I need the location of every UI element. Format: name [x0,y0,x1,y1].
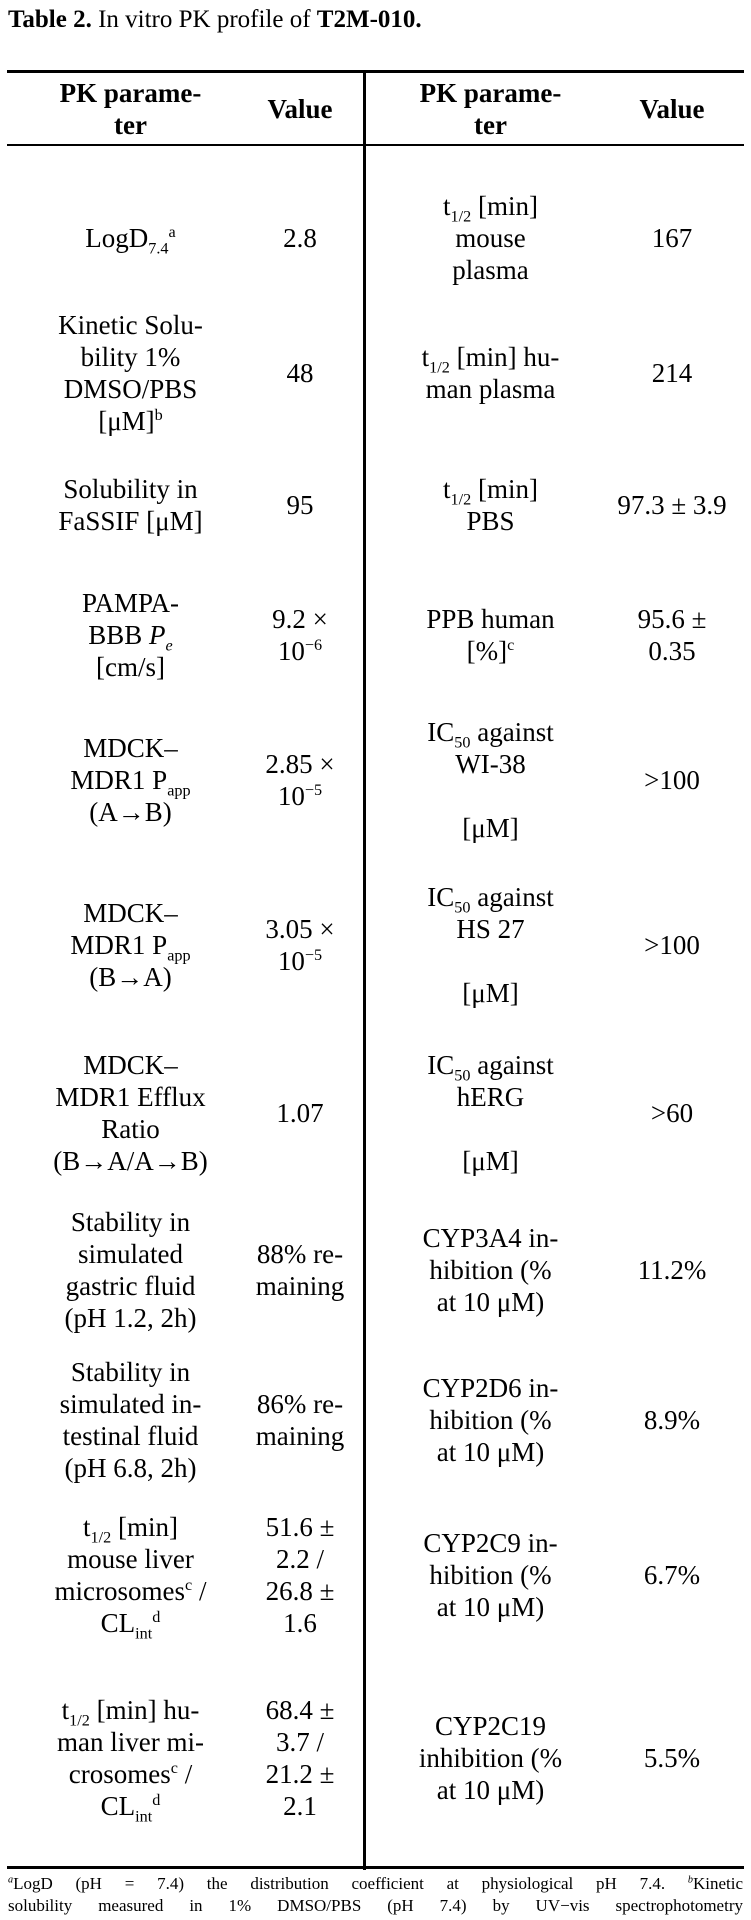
table-cell-value-right: 97.3 ± 3.9 [617,490,727,520]
table-footnote [8,1873,743,1917]
table-cell-parameter-right: $IC_{50}$ against hERG [μM] [427,1049,554,1176]
caption-text: In vitro PK profile of [91,6,317,33]
table-cell-value-right: 6.7% [643,1560,701,1590]
table-cell-parameter-right: CYP2C9 in- hibition (% at 10 μM) [423,1528,558,1622]
table-caption [8,4,422,36]
footnote-line: $^a$LogD (pH = 7.4) the distribution coefficient at physiological pH 7.4. $^b$Kinetic [8,1874,743,1893]
table-cell-value-right: 5.5% [643,1742,701,1773]
table-cell-value-left: 2.85 × $10^{-5}$ [265,749,335,811]
table-cell-value-left: 51.6 ± 2.2 / 26.8 ± 1.6 [265,1512,335,1638]
header-pk-parameter-2: PK parame- ter [419,78,562,140]
table-cell-parameter-right: CYP2D6 in- hibition (% at 10 μM) [422,1373,559,1467]
table-cell-value-left: 3.05 × $10^{-5}$ [265,914,335,976]
table-cell-value-left: 95 [286,490,314,520]
table-cell-parameter-left: Kinetic Solu- bility 1% DMSO/PBS $[\mu M]^b$ [58,309,203,436]
table-cell-parameter-left: MDCK– MDR1 $P_{app}$ (A→B) [70,733,191,827]
header-rule [7,144,744,146]
table-cell-value-right: 95.6 ± 0.35 [637,604,707,666]
footnote-line: solubility measured in 1% DMSO/PBS (pH 7.4) by UV−vis spectrophotometry [8,1896,743,1915]
table-cell-parameter-left: $t_{1/2}$ [min] mouse liver microsomes$^c$ / $CL_{int}^d$ [54,1512,207,1643]
header-value-2: Value [639,94,705,124]
table-cell-parameter-right: $IC_{50}$ against HS 27 [μM] [427,882,554,1008]
table-cell-parameter-right: $t_{1/2}$ [min] PBS [443,474,538,536]
table-cell-value-right: 11.2% [637,1255,707,1285]
caption-compound: T2M-010. [316,6,422,33]
table-cell-parameter-left: Stability in simulated gastric fluid (pH 1.2, 2h) [64,1207,197,1333]
table-cell-value-left: 88% re- maining [255,1239,345,1301]
table-cell-parameter-right: $t_{1/2}$ [min] mouse plasma [443,190,538,285]
table-cell-value-left: 1.07 [276,1097,324,1128]
table-cell-value-right: >100 [644,765,700,795]
table-cell-parameter-left: MDCK– MDR1 Efflux Ratio (B→A/A→B) [53,1049,208,1176]
table-cell-value-left: 9.2 × $10^{-6}$ [272,604,328,666]
table-cell-value-right: >60 [650,1097,694,1128]
bottom-rule [7,1866,744,1869]
table-cell-parameter-left: Stability in simulated in- testinal fluid (pH 6.8, 2h) [59,1357,202,1483]
table-cell-parameter-right: $t_{1/2}$ [min] hu- man plasma [421,341,560,404]
table-cell-value-left: 48 [286,357,314,388]
table-cell-parameter-left: MDCK– MDR1 $P_{app}$ (B→A) [70,898,191,992]
table-cell-value-right: 214 [651,357,693,388]
table-cell-parameter-left: $t_{1/2}$ [min] hu- man liver mi- crosomes$^c$ / $CL_{int}^d$ [57,1694,204,1825]
table-cell-value-right: 167 [651,222,693,253]
table-cell-value-right: 8.9% [643,1405,701,1435]
table-cell-parameter-left: PAMPA- BBB $P_e$ [cm/s] [81,588,180,682]
header-value-1: Value [267,94,333,124]
table-cell-value-right: >100 [644,930,700,960]
column-divider [363,70,366,1870]
table-cell-parameter-left: LogD$_{7.4}^a$ [85,222,176,257]
header-pk-parameter-1: PK parame- ter [59,78,202,140]
table-cell-parameter-right: $IC_{50}$ against WI-38 [μM] [427,717,554,843]
table-cell-value-left: 68.4 ± 3.7 / 21.2 ± 2.1 [265,1694,335,1821]
top-rule [7,70,744,73]
table-cell-parameter-left: Solubility in FaSSIF [μM] [58,474,203,536]
table-cell-value-left: 86% re- maining [255,1389,345,1451]
table-cell-value-left: 2.8 [283,222,317,253]
table-cell-parameter-right: CYP3A4 in- hibition (% at 10 μM) [422,1223,559,1317]
table-cell-parameter-right: CYP2C19 inhibition (% at 10 μM) [418,1710,563,1805]
caption-label: Table 2. [8,6,92,33]
table-cell-parameter-right: PPB human [%]$^c$ [426,604,555,666]
